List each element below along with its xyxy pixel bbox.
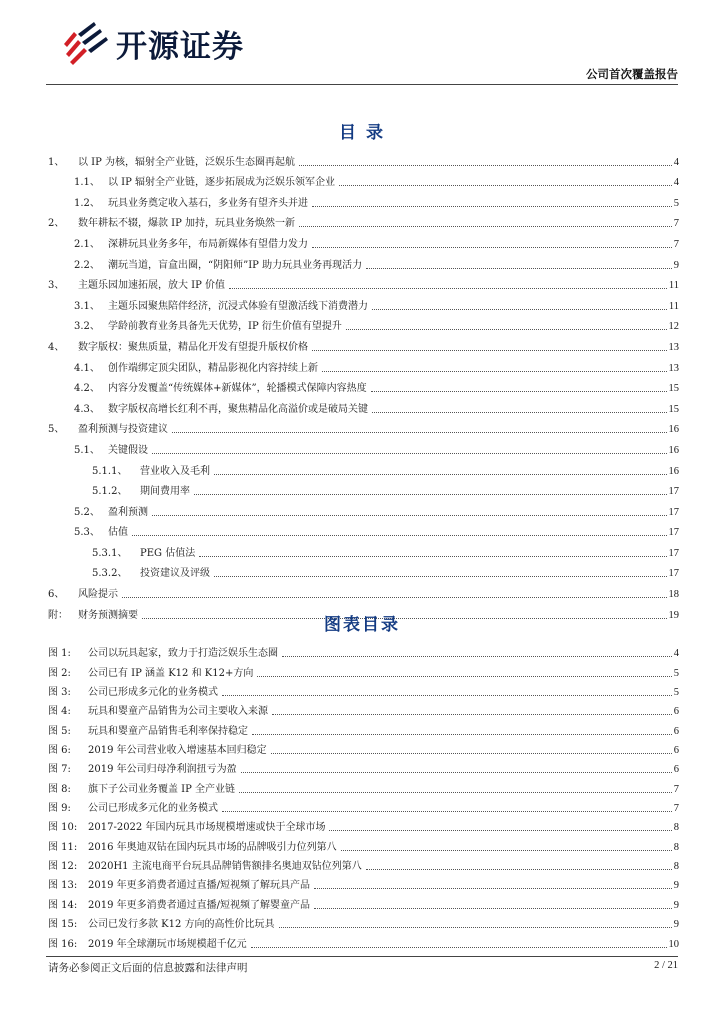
dot-leader: [222, 695, 672, 696]
toc-entry[interactable]: [48, 395, 679, 416]
entry-number: 图 4:: [48, 706, 71, 718]
dot-leader: [252, 734, 672, 735]
dot-leader: [346, 329, 667, 330]
toc-entry[interactable]: [48, 498, 679, 519]
entry-number: 图 6:: [48, 745, 71, 757]
dot-leader: [322, 371, 667, 372]
header-divider: [46, 84, 678, 85]
toc-entry[interactable]: [48, 251, 679, 272]
entry-title: 盈利预测与投资建议: [78, 424, 168, 436]
toc-entry[interactable]: [48, 519, 679, 540]
figure-entry[interactable]: [48, 815, 679, 834]
toc-entry[interactable]: [48, 230, 679, 251]
dot-leader: [241, 772, 672, 773]
dot-leader: [372, 412, 667, 413]
dot-leader: [339, 185, 672, 186]
entry-number: 5.1.2、: [92, 486, 128, 498]
entry-page: 15: [668, 383, 679, 395]
toc-entry[interactable]: [48, 148, 679, 169]
figure-list-title: 图表目录: [324, 615, 400, 635]
toc-list: [48, 148, 679, 622]
entry-title: 深耕玩具业务多年，布局新媒体有望借力发力: [108, 238, 308, 250]
entry-page: 5: [673, 687, 679, 699]
entry-page: 4: [673, 177, 679, 189]
figure-entry[interactable]: [48, 776, 679, 795]
entry-number: 5.2、: [74, 506, 100, 518]
entry-title: 以 IP 辐射全产业链，逐步拓展成为泛娱乐领军企业: [108, 177, 336, 189]
dot-leader: [222, 811, 672, 812]
toc-entry[interactable]: [48, 272, 679, 293]
entry-number: 3、: [48, 280, 65, 292]
entry-page: 11: [668, 300, 679, 312]
entry-number: 5.1.1、: [92, 465, 128, 477]
figure-entry[interactable]: [48, 757, 679, 776]
entry-title: 期间费用率: [140, 486, 190, 498]
entry-page: 12: [668, 321, 679, 333]
dot-leader: [314, 908, 672, 909]
figure-entry[interactable]: [48, 660, 679, 679]
entry-page: 4: [673, 156, 679, 168]
entry-number: 图 15:: [48, 919, 78, 931]
entry-number: 5.1、: [74, 444, 100, 456]
entry-page: 10: [668, 938, 679, 950]
entry-number: 图 2:: [48, 667, 71, 679]
toc-entry[interactable]: [48, 375, 679, 396]
toc-entry[interactable]: [48, 333, 679, 354]
entry-title: 创作端绑定顶尖团队，精品影视化内容持续上新: [108, 362, 318, 374]
dot-leader: [366, 268, 672, 269]
entry-number: 3.2、: [74, 321, 100, 333]
entry-title: 营业收入及毛利: [140, 465, 210, 477]
entry-number: 4.1、: [74, 362, 100, 374]
figure-entry[interactable]: [48, 931, 679, 950]
entry-number: 图 14:: [48, 899, 78, 911]
entry-page: 13: [668, 362, 679, 374]
entry-title: 公司以玩具起家，致力于打造泛娱乐生态圈: [88, 648, 278, 660]
entry-page: 18: [668, 589, 679, 601]
entry-page: 8: [673, 822, 679, 834]
entry-title: 2020H1 主流电商平台玩具品牌销售额排名奥迪双钻位列第八: [88, 861, 362, 873]
entry-title: 2019 年更多消费者通过直播/短视频了解玩具产品: [88, 880, 310, 892]
entry-number: 图 11:: [48, 841, 78, 853]
entry-page: 7: [673, 218, 679, 230]
entry-page: 4: [673, 648, 679, 660]
entry-page: 8: [673, 861, 679, 873]
entry-page: 13: [668, 341, 679, 353]
entry-number: 图 7:: [48, 764, 71, 776]
dot-leader: [152, 515, 667, 516]
dot-leader: [314, 888, 672, 889]
entry-page: 16: [668, 465, 679, 477]
entry-title: 玩具业务奠定收入基石，多业务有望齐头并进: [108, 197, 308, 209]
dot-leader: [172, 432, 667, 433]
entry-number: 图 5:: [48, 725, 71, 737]
entry-title: 2019 年全球潮玩市场规模超千亿元: [88, 938, 247, 950]
dot-leader: [271, 753, 672, 754]
entry-page: 15: [668, 403, 679, 415]
dot-leader: [299, 165, 672, 166]
entry-number: 附：: [48, 609, 68, 621]
entry-number: 5.3.1、: [92, 547, 128, 559]
dot-leader: [251, 947, 667, 948]
entry-page: 17: [668, 506, 679, 518]
entry-page: 6: [673, 764, 679, 776]
entry-title: 以 IP 为核，辐射全产业链，泛娱乐生态圈再起航: [78, 156, 296, 168]
entry-title: 关键假设: [108, 444, 148, 456]
figure-entry[interactable]: [48, 796, 679, 815]
toc-entry[interactable]: [48, 354, 679, 375]
figure-entry[interactable]: [48, 680, 679, 699]
entry-page: 6: [673, 745, 679, 757]
entry-page: 7: [673, 803, 679, 815]
dot-leader: [257, 676, 671, 677]
entry-title: 2016 年奥迪双钻在国内玩具市场的品牌吸引力位列第八: [88, 841, 337, 853]
toc-entry[interactable]: [48, 189, 679, 210]
entry-number: 6、: [48, 589, 65, 601]
entry-title: 公司已形成多元化的业务模式: [88, 687, 218, 699]
entry-page: 5: [673, 667, 679, 679]
entry-number: 2.2、: [74, 259, 100, 271]
entry-title: 盈利预测: [108, 506, 148, 518]
footer-disclaimer: 请务必参阅正文后面的信息披露和法律声明: [48, 962, 248, 974]
dot-leader: [122, 597, 667, 598]
dot-leader: [312, 247, 672, 248]
entry-page: 8: [673, 841, 679, 853]
dot-leader: [312, 350, 667, 351]
entry-number: 图 12:: [48, 861, 78, 873]
entry-page: 11: [668, 280, 679, 292]
entry-number: 图 9:: [48, 803, 71, 815]
figure-entry[interactable]: [48, 738, 679, 757]
dot-leader: [272, 714, 672, 715]
entry-title: 2017-2022 年国内玩具市场规模增速或快于全球市场: [88, 822, 326, 834]
dot-leader: [341, 850, 672, 851]
dot-leader: [366, 869, 672, 870]
dot-leader: [194, 494, 667, 495]
dot-leader: [312, 206, 672, 207]
toc-entry[interactable]: [48, 210, 679, 231]
entry-title: 财务预测摘要: [78, 609, 138, 621]
toc-entry[interactable]: [48, 539, 679, 560]
entry-number: 图 3:: [48, 687, 71, 699]
entry-title: 数字版权：聚焦质量，精品化开发有望提升版权价格: [78, 341, 308, 353]
dot-leader: [279, 927, 672, 928]
toc-entry[interactable]: [48, 313, 679, 334]
figure-entry[interactable]: [48, 641, 679, 660]
brand-logo-icon: [60, 20, 110, 66]
toc-entry[interactable]: [48, 457, 679, 478]
entry-number: 1.2、: [74, 197, 100, 209]
dot-leader: [372, 309, 667, 310]
entry-page: 16: [668, 424, 679, 436]
entry-page: 6: [673, 706, 679, 718]
figure-entry[interactable]: [48, 834, 679, 853]
entry-title: 内容分发覆盖“传统媒体+新媒体”，轮播模式保障内容热度: [108, 383, 367, 395]
entry-title: 投资建议及评级: [140, 568, 210, 580]
entry-number: 2、: [48, 218, 65, 230]
figure-list: [48, 641, 679, 951]
figure-entry[interactable]: [48, 718, 679, 737]
dot-leader: [229, 288, 667, 289]
page-header: [0, 0, 724, 86]
entry-number: 4.2、: [74, 383, 100, 395]
entry-page: 19: [668, 609, 679, 621]
entry-number: 4.3、: [74, 403, 100, 415]
entry-number: 1、: [48, 156, 65, 168]
entry-page: 7: [673, 238, 679, 250]
entry-page: 6: [673, 725, 679, 737]
entry-title: 风险提示: [78, 589, 118, 601]
toc-entry[interactable]: [48, 169, 679, 190]
entry-page: 17: [668, 527, 679, 539]
figure-entry[interactable]: [48, 912, 679, 931]
entry-title: 主题乐园聚焦陪伴经济，沉浸式体验有望激活线下消费潜力: [108, 300, 368, 312]
footer-divider: [46, 956, 678, 957]
entry-title: 主题乐园加速拓展，放大 IP 价值: [78, 280, 226, 292]
entry-title: 公司已形成多元化的业务模式: [88, 803, 218, 815]
toc-entry[interactable]: [48, 478, 679, 499]
entry-number: 图 10:: [48, 822, 78, 834]
figure-entry[interactable]: [48, 699, 679, 718]
entry-number: 图 1:: [48, 648, 71, 660]
entry-number: 图 8:: [48, 783, 71, 795]
toc-entry[interactable]: [48, 436, 679, 457]
figure-entry[interactable]: [48, 854, 679, 873]
brand-logo: [60, 20, 244, 66]
entry-number: 2.1、: [74, 238, 100, 250]
entry-page: 7: [673, 783, 679, 795]
dot-leader: [371, 391, 667, 392]
dot-leader: [214, 576, 667, 577]
entry-page: 17: [668, 568, 679, 580]
entry-title: 数字版权高增长红利不再，聚焦精品化高溢价或是破局关键: [108, 403, 368, 415]
dot-leader: [214, 474, 667, 475]
page-number: 2 / 21: [654, 960, 678, 971]
dot-leader: [199, 556, 666, 557]
entry-title: 玩具和婴童产品销售为公司主要收入来源: [88, 706, 268, 718]
toc-entry[interactable]: [48, 560, 679, 581]
entry-number: 4、: [48, 341, 65, 353]
entry-title: 估值: [108, 527, 128, 539]
entry-number: 3.1、: [74, 300, 100, 312]
dot-leader: [152, 453, 667, 454]
entry-title: 公司已有 IP 涵盖 K12 和 K12+方向: [88, 667, 254, 679]
entry-page: 17: [668, 547, 679, 559]
dot-leader: [282, 656, 672, 657]
entry-page: 9: [673, 919, 679, 931]
entry-page: 9: [673, 899, 679, 911]
entry-page: 16: [668, 444, 679, 456]
entry-title: 2019 年公司归母净利润扭亏为盈: [88, 764, 237, 776]
dot-leader: [329, 830, 671, 831]
entry-number: 5.3、: [74, 527, 100, 539]
toc-entry[interactable]: [48, 292, 679, 313]
dot-leader: [132, 535, 667, 536]
entry-page: 5: [673, 197, 679, 209]
dot-leader: [239, 792, 672, 793]
entry-page: 9: [673, 259, 679, 271]
dot-leader: [299, 226, 672, 227]
entry-number: 5、: [48, 424, 65, 436]
brand-name: 开源证券: [116, 28, 244, 65]
entry-title: 玩具和婴童产品销售毛利率保持稳定: [88, 725, 248, 737]
entry-page: 17: [668, 486, 679, 498]
entry-number: 图 13:: [48, 880, 78, 892]
figure-entry[interactable]: [48, 892, 679, 911]
entry-title: 旗下子公司业务覆盖 IP 全产业链: [88, 783, 236, 795]
entry-title: 潮玩当道，盲盒出圈，“阴阳师”IP 助力玩具业务再现活力: [108, 259, 363, 271]
figure-entry[interactable]: [48, 873, 679, 892]
entry-title: 2019 年更多消费者通过直播/短视频了解婴童产品: [88, 899, 310, 911]
entry-number: 图 16:: [48, 938, 78, 950]
toc-entry[interactable]: [48, 416, 679, 437]
toc-title: 目 录: [339, 123, 385, 143]
entry-page: 9: [673, 880, 679, 892]
toc-entry[interactable]: [48, 580, 679, 601]
entry-title: 公司已发行多款 K12 方向的高性价比玩具: [88, 919, 275, 931]
entry-title: 学龄前教育业务具备先天优势，IP 衍生价值有望提升: [108, 321, 342, 333]
report-type: 公司首次覆盖报告: [586, 67, 678, 81]
entry-title: 数年耕耘不辍，爆款 IP 加持，玩具业务焕然一新: [78, 218, 296, 230]
entry-title: 2019 年公司营业收入增速基本回归稳定: [88, 745, 267, 757]
entry-title: PEG 估值法: [140, 547, 196, 559]
entry-number: 5.3.2、: [92, 568, 128, 580]
entry-number: 1.1、: [74, 177, 100, 189]
